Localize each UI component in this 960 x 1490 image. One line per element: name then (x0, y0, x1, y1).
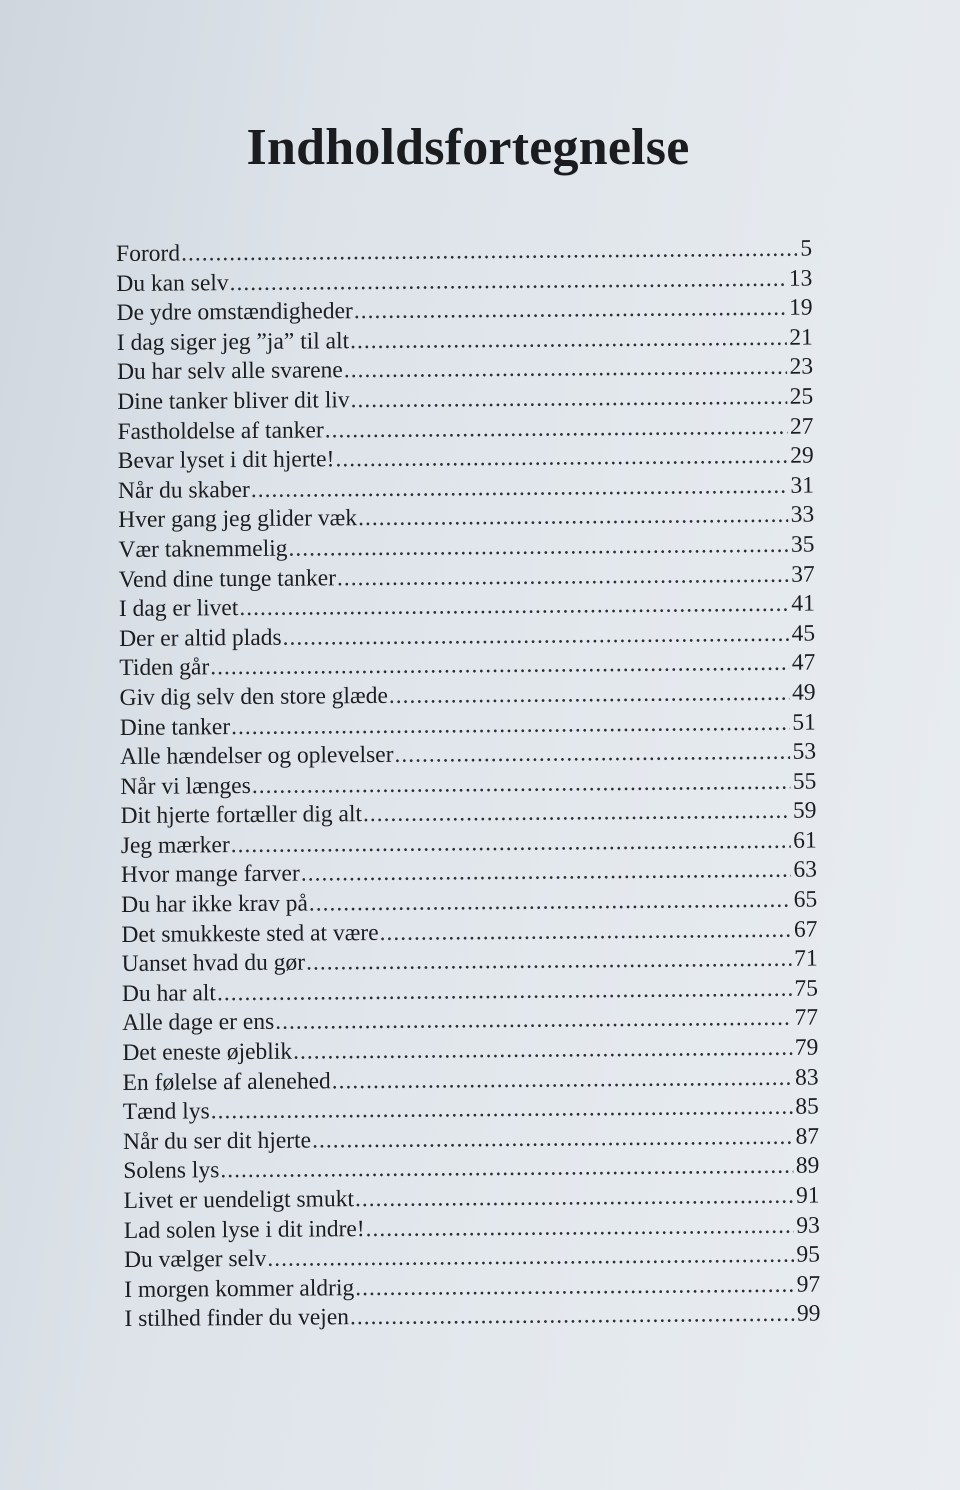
toc-entry-title: Der er altid plads (119, 624, 282, 652)
toc-entry-page-number: 65 (793, 886, 818, 913)
dot-leader (379, 915, 791, 948)
dot-leader (211, 1093, 793, 1127)
toc-entry-title: I stilhed finder du vejen (124, 1304, 350, 1333)
toc-entry-page-number: 53 (792, 738, 817, 765)
dot-leader (365, 1211, 793, 1244)
dot-leader (267, 1241, 793, 1275)
toc-entry-page-number: 99 (796, 1300, 821, 1328)
toc-entry-page-number: 91 (795, 1182, 820, 1209)
toc-entry-page-number: 63 (793, 856, 818, 884)
toc-entry-title: I dag siger jeg ”ja” til alt (116, 327, 350, 356)
toc-entry-title: Uanset hvad du gør (121, 949, 306, 978)
toc-entry-page-number: 83 (794, 1064, 819, 1091)
toc-entry-title: Du har ikke krav på (121, 890, 308, 919)
toc-entry-page-number: 41 (791, 590, 815, 617)
toc-entry-page-number: 93 (796, 1212, 820, 1239)
toc-entry-title: Når du skaber (117, 476, 250, 504)
toc-entry-title: Alle dage er ens (122, 1009, 275, 1037)
toc-entry-page-number: 49 (791, 679, 816, 706)
dot-leader (355, 1182, 793, 1215)
dot-leader (231, 708, 789, 742)
toc-entry-title: Alle hændelser og oplevelser (119, 741, 394, 771)
toc-entry-page-number: 71 (794, 945, 818, 972)
toc-entry-title: Vær taknemmelig (118, 535, 288, 563)
toc-entry-title: Jeg mærker (120, 832, 230, 859)
toc-entry-title: Solens lys (123, 1157, 220, 1185)
toc-entry-page-number: 87 (795, 1123, 820, 1150)
dot-leader (350, 383, 786, 416)
toc-entry-title: Giv dig selv den store glæde (119, 682, 388, 711)
toc-entry-title: Dine tanker (119, 713, 231, 741)
toc-entry-page-number: 61 (793, 827, 817, 854)
dot-leader (239, 590, 788, 624)
toc-entry-title: I dag er livet (118, 595, 239, 623)
dot-leader (181, 235, 797, 269)
toc-entry-title: Hvor mange farver (120, 861, 300, 889)
dot-leader (231, 827, 791, 861)
toc-entry-page-number: 21 (789, 324, 813, 351)
toc-entry-page-number: 25 (789, 383, 814, 410)
toc-entry-page-number: 27 (789, 413, 814, 440)
dot-leader (275, 1004, 792, 1038)
toc-entry-title: Dine tanker bliver dit liv (117, 387, 350, 415)
toc-entry-page-number: 51 (792, 709, 816, 736)
toc-entry-page-number: 79 (794, 1034, 819, 1061)
toc-entry-page-number: 89 (795, 1152, 820, 1180)
toc-entry-page-number: 29 (790, 442, 814, 469)
toc-entry-page-number: 59 (792, 797, 817, 824)
toc-entry-page-number: 45 (791, 620, 816, 647)
toc-entry-title: Bevar lyset i dit hjerte! (117, 446, 335, 475)
toc-entry-page-number: 95 (796, 1241, 821, 1268)
dot-leader (337, 560, 788, 593)
toc-entry-page-number: 33 (790, 501, 815, 529)
toc-entry-page-number: 13 (788, 265, 813, 292)
toc-entry-title: Dit hjerte fortæller dig alt (120, 801, 363, 830)
dot-leader (283, 619, 789, 653)
dot-leader (309, 886, 791, 919)
toc-entry-title: Det smukkeste sted at være (121, 919, 379, 948)
dot-leader (394, 738, 789, 771)
dot-leader (220, 1152, 793, 1186)
dot-leader (350, 324, 786, 357)
dot-leader (355, 1270, 794, 1303)
toc-entry-page-number: 37 (791, 561, 815, 588)
toc-entry-page-number: 5 (800, 235, 813, 262)
dot-leader (335, 442, 787, 475)
toc-entry-title: Det eneste øjeblik (122, 1038, 293, 1067)
toc-entry-title: En følelse af alenehed (122, 1067, 331, 1096)
toc-entry-title: I morgen kommer aldrig (124, 1274, 355, 1303)
toc-entry-page-number: 19 (788, 294, 813, 321)
dot-leader (344, 353, 787, 386)
toc-entry-page-number: 47 (791, 649, 816, 677)
toc-entry-title: Når vi længes (120, 772, 251, 800)
toc-entry-page-number: 31 (790, 472, 815, 499)
toc-entry-page-number: 85 (795, 1093, 819, 1120)
toc-entry-page-number: 77 (794, 1004, 819, 1032)
toc-entry-title: De ydre omstændigheder (116, 298, 353, 327)
dot-leader (293, 1034, 792, 1068)
toc-entry-title: Når du ser dit hjerte (122, 1127, 312, 1155)
dot-leader (350, 1300, 794, 1333)
toc-entry-title: Vend dine tunge tanker (118, 564, 337, 593)
toc-entry-title: Lad solen lyse i dit indre! (123, 1215, 365, 1244)
toc-entry-title: Du har selv alle svarene (116, 357, 343, 386)
toc-entry (124, 1300, 820, 1335)
table-of-contents (116, 235, 821, 1335)
dot-leader (332, 1063, 793, 1096)
toc-entry-page-number: 55 (792, 768, 817, 795)
toc-entry-page-number: 23 (789, 353, 814, 381)
toc-entry-title: Du vælger selv (123, 1246, 267, 1274)
dot-leader (389, 679, 789, 712)
dot-leader (363, 797, 790, 830)
dot-leader (354, 294, 786, 327)
toc-entry-title: Tiden går (119, 654, 210, 682)
dot-leader (210, 649, 789, 683)
toc-entry-title: Fastholdelse af tanker (117, 416, 324, 445)
dot-leader (288, 531, 788, 565)
toc-entry-title: Livet er uendeligt smukt (123, 1186, 355, 1214)
toc-entry-title: Tænd lys (122, 1098, 210, 1126)
dot-leader (217, 975, 792, 1009)
toc-entry-title: Du har alt (121, 980, 216, 1007)
toc-entry-page-number: 75 (794, 975, 819, 1002)
toc-entry-page-number: 35 (790, 531, 815, 558)
toc-entry-title: Hver gang jeg glider væk (118, 505, 358, 534)
dot-leader (358, 501, 788, 534)
toc-entry-page-number: 97 (796, 1271, 821, 1298)
dot-leader (306, 945, 791, 978)
page-title: Indholdsfortegnelse (246, 119, 690, 176)
dot-leader (252, 767, 790, 801)
dot-leader (301, 856, 791, 889)
toc-entry-title: Du kan selv (116, 269, 229, 297)
dot-leader (312, 1123, 793, 1156)
dot-leader (325, 412, 787, 445)
toc-entry-title: Forord (116, 240, 181, 267)
toc-entry-page-number: 67 (793, 916, 818, 943)
dot-leader (229, 264, 785, 298)
dot-leader (251, 471, 788, 505)
